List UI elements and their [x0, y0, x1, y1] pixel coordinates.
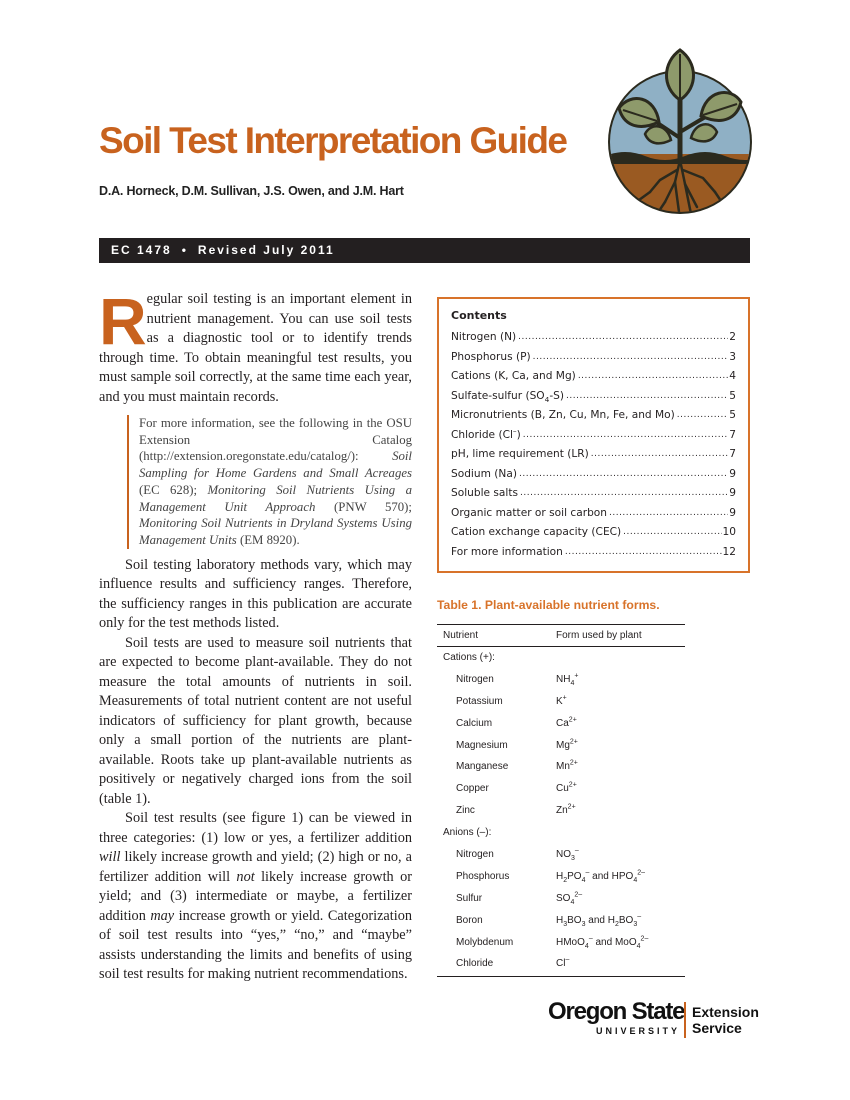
- cations-group-row: [437, 647, 685, 669]
- formula-part: Cu: [556, 783, 569, 795]
- contents-item-label-part: ): [516, 428, 521, 441]
- contents-item: [451, 387, 736, 407]
- formula-part: BO: [618, 914, 634, 926]
- table-bottom-rule: [437, 976, 685, 977]
- note-text: (EM 8920).: [236, 532, 300, 547]
- formula-part: PO: [567, 870, 582, 882]
- anions-group-row: [437, 822, 685, 844]
- contents-item-label: Organic matter or soil carbon: [451, 506, 607, 519]
- superscript: –: [637, 913, 642, 921]
- table-row: [437, 888, 685, 910]
- nutrient-name: Sulfur: [456, 892, 483, 904]
- emphasis-text: will: [99, 849, 121, 866]
- superscript: 2+: [569, 760, 578, 768]
- dot-leader: [675, 406, 728, 426]
- nutrient-name: Magnesium: [456, 739, 508, 751]
- subscript: 3: [581, 920, 586, 928]
- formula-part: and H: [585, 914, 615, 926]
- subscript: 4: [633, 876, 638, 884]
- formula-part: Cl: [556, 958, 566, 970]
- extension-service-label: [692, 1004, 759, 1036]
- nutrient-name: Copper: [456, 783, 489, 795]
- contents-item: [451, 426, 736, 446]
- nutrient-name: Phosphorus: [456, 870, 510, 882]
- plant-form: [556, 669, 685, 691]
- cation-rows: [437, 669, 685, 822]
- formula-part: and HPO: [589, 870, 634, 882]
- osu-extension-logo: [548, 998, 759, 1042]
- intro-paragraph: [99, 284, 412, 407]
- dot-leader: [521, 426, 728, 446]
- plant-with-roots-icon: [605, 42, 755, 220]
- contents-item-page: 4: [729, 370, 736, 382]
- contents-item-label-part: -S): [549, 389, 565, 402]
- subscript: 3: [633, 920, 638, 928]
- contents-item: [451, 465, 736, 485]
- column-header-nutrient: Nutrient: [443, 630, 479, 641]
- contents-item-label: Cations (K, Ca, and Mg): [451, 370, 576, 382]
- contents-item: [451, 406, 736, 426]
- superscript: 2+: [568, 716, 577, 724]
- soil-tests-paragraph: Soil tests are used to measure soil nutrients that are expected to become plant-available. They do not measure the total amounts of nutrients in soil. Measurements of total nutrient content are not useful indicators of sufficiency for plant growth, because only a small portion of the nutrients are plant-available. Roots take up plant-available nutrients as positively or negatively charged ions from the soil (table 1).: [99, 634, 412, 807]
- brand-university: UNIVERSITY: [596, 1026, 681, 1036]
- table-row: [437, 778, 685, 800]
- dot-leader: [563, 543, 722, 563]
- formula-part: HMoO: [556, 936, 585, 948]
- nutrient-name: Chloride: [456, 958, 494, 970]
- contents-item: [451, 348, 736, 368]
- subscript: 4: [570, 679, 575, 687]
- superscript: –: [588, 935, 593, 943]
- revision-date: Revised July 2011: [197, 243, 335, 257]
- plant-form: [556, 844, 685, 866]
- formula-part: Zn: [556, 805, 568, 817]
- note-citation: Monitoring Soil Nutrients Using a Management Unit Approach: [139, 482, 412, 514]
- nutrient-name: Nitrogen: [456, 849, 494, 861]
- table-row: [437, 932, 685, 954]
- plant-form: [556, 800, 685, 822]
- contents-item-label: Phosphorus (P): [451, 350, 531, 363]
- contents-item-label-part: Chloride (Cl: [451, 428, 513, 441]
- subscript: 4: [636, 942, 641, 950]
- nutrient-name: Boron: [456, 914, 483, 926]
- nutrient-forms-table: [437, 624, 685, 977]
- subscript: 4: [544, 394, 550, 404]
- dot-leader: [516, 328, 728, 348]
- contents-heading: Contents: [451, 309, 507, 322]
- plant-form: [556, 756, 685, 778]
- service-line: Service: [692, 1020, 742, 1036]
- publication-id: EC 1478: [111, 243, 172, 257]
- dot-leader: [589, 445, 728, 465]
- more-info-note: [127, 415, 412, 549]
- intro-text: egular soil testing is an important element in nutrient management. You can use soil tests as a diagnostic tool or to identify trends through time. To obtain meaningful test results, you must sample soil correctly, at the same time each year, and you must maintain records.: [99, 291, 412, 405]
- formula-part: NO: [556, 849, 571, 861]
- superscript: 2+: [567, 803, 576, 811]
- plant-form: [556, 735, 685, 757]
- superscript: –: [585, 869, 590, 877]
- dot-leader: [607, 504, 728, 524]
- nutrient-name: Molybdenum: [456, 936, 514, 948]
- contents-item-label: Soluble salts: [451, 487, 519, 499]
- table-row: [437, 735, 685, 757]
- contents-item: [451, 543, 736, 563]
- subscript: 2: [563, 876, 568, 884]
- subscript: 3: [571, 855, 575, 863]
- table-row: [437, 691, 685, 713]
- contents-item: [451, 445, 736, 465]
- contents-item-page: 3: [729, 350, 736, 363]
- dot-leader: [621, 523, 721, 543]
- superscript: 2+: [569, 738, 578, 746]
- formula-part: Ca: [556, 717, 569, 729]
- plant-form: [556, 713, 685, 735]
- contents-item: [451, 484, 736, 504]
- contents-item-page: 7: [729, 428, 736, 441]
- subscript: 2: [614, 920, 619, 928]
- nutrient-name: Nitrogen: [456, 673, 494, 685]
- drop-cap: R: [99, 284, 144, 358]
- contents-item: [451, 367, 736, 387]
- table-row: [437, 800, 685, 822]
- contents-item-page: 7: [729, 448, 736, 460]
- formula-part: K: [556, 695, 563, 707]
- dot-leader: [576, 367, 728, 387]
- paragraph-text: likely increase growth or yield; and (3) intermediate or maybe, a fertilizer addition: [99, 868, 412, 924]
- bullet-separator: •: [181, 243, 188, 257]
- plant-form: [556, 866, 685, 888]
- subscript: 4: [570, 898, 575, 906]
- group-label: Anions (–):: [443, 827, 492, 839]
- subscript: 4: [584, 942, 589, 950]
- note-text: For more information, see the following in the OSU Extension Catalog (http://extension.oregonstate.edu/catalog/):: [139, 416, 412, 464]
- document-title: Soil Test Interpretation Guide: [99, 120, 567, 161]
- paragraph-text: likely increase growth and yield; (2) high or no, a fertilizer addition will: [99, 849, 412, 885]
- plant-form: [556, 932, 685, 954]
- dot-leader: [564, 387, 728, 407]
- contents-item-label: [451, 426, 521, 446]
- note-citation: Monitoring Soil Nutrients in Dryland Systems Using Management Units: [139, 516, 412, 547]
- dot-leader: [518, 484, 728, 504]
- superscript: 2–: [574, 891, 583, 899]
- formula-part: NH: [556, 673, 571, 685]
- plant-form: [556, 778, 685, 800]
- results-paragraph: [99, 809, 412, 985]
- contents-item-page: 5: [729, 389, 736, 402]
- table-row: [437, 669, 685, 691]
- contents-box: [437, 297, 750, 573]
- logo-divider: [684, 1002, 686, 1038]
- plant-form: [556, 691, 685, 713]
- superscript: +: [574, 672, 579, 680]
- note-text: (PNW 570);: [315, 499, 412, 514]
- anion-rows: [437, 844, 685, 975]
- contents-list: [451, 328, 736, 562]
- table-row: [437, 756, 685, 778]
- formula-part: H: [556, 914, 564, 926]
- contents-item: [451, 523, 736, 543]
- superscript: –: [574, 847, 579, 855]
- column-header-form: Form used by plant: [556, 630, 642, 641]
- superscript: –: [512, 425, 517, 435]
- dot-leader: [531, 348, 729, 368]
- superscript: +: [562, 694, 567, 702]
- nutrient-name: Potassium: [456, 695, 503, 707]
- methods-paragraph: Soil testing laboratory methods vary, which may influence results and sufficiency ranges. Therefore, the sufficiency ranges in this publication are accurate only for the test methods listed.: [99, 556, 412, 632]
- plant-form: [556, 888, 685, 910]
- note-citation: Soil Sampling for Home Gardens and Small Acreages: [139, 449, 412, 481]
- table-row: [437, 866, 685, 888]
- emphasis-text: may: [150, 907, 175, 924]
- dot-leader: [517, 465, 728, 485]
- nutrient-name: Manganese: [456, 761, 509, 773]
- body-column: [99, 284, 413, 985]
- superscript: –: [565, 957, 570, 965]
- table-row: [437, 844, 685, 866]
- contents-item-page: 9: [729, 467, 736, 480]
- paragraph-text: Soil test results (see figure 1) can be viewed in three categories: (1) low or yes, a fertilizer addition: [99, 810, 412, 846]
- contents-item-label: For more information: [451, 545, 563, 558]
- formula-part: and MoO: [592, 936, 637, 948]
- contents-item-label: Cation exchange capacity (CEC): [451, 526, 622, 538]
- formula-part: BO: [567, 914, 582, 926]
- plant-form: [556, 953, 685, 975]
- contents-item-label: Nitrogen (N): [451, 331, 517, 343]
- plant-form: [556, 910, 685, 932]
- contents-item-page: 9: [729, 487, 736, 499]
- contents-item: [451, 328, 736, 348]
- contents-item-label: [451, 387, 564, 407]
- extension-line: Extension: [692, 1004, 759, 1020]
- formula-part: H: [556, 870, 564, 882]
- contents-item-page: 12: [722, 545, 736, 558]
- superscript: 2+: [568, 782, 577, 790]
- group-label: Cations (+):: [443, 652, 495, 663]
- emphasis-text: not: [236, 868, 255, 885]
- superscript: 2–: [640, 935, 649, 943]
- publication-bar: [99, 238, 750, 263]
- table-row: [437, 910, 685, 932]
- table-caption: Table 1. Plant-available nutrient forms.: [437, 598, 660, 612]
- note-text: (EC 628);: [139, 482, 208, 497]
- brand-name: Oregon State: [548, 998, 685, 1025]
- contents-item-label: pH, lime requirement (LR): [451, 448, 589, 460]
- subscript: 3: [563, 920, 568, 928]
- formula-part: Mg: [556, 739, 570, 751]
- nutrient-name: Calcium: [456, 717, 493, 729]
- contents-item: [451, 504, 736, 524]
- contents-item-label: Micronutrients (B, Zn, Cu, Mn, Fe, and Mo): [451, 409, 675, 421]
- nutrient-name: Zinc: [456, 805, 475, 817]
- contents-item-label: Sodium (Na): [451, 467, 517, 480]
- superscript: 2–: [637, 869, 646, 877]
- contents-item-page: 10: [722, 526, 736, 538]
- authors: D.A. Horneck, D.M. Sullivan, J.S. Owen, and J.M. Hart: [99, 184, 404, 198]
- formula-part: Mn: [556, 761, 570, 773]
- contents-item-page: 9: [729, 506, 736, 519]
- paragraph-text: increase growth or yield. Categorization of soil test results into “yes,” “no,” and “maybe” assists understanding the limits and benefits of using soil test results for making nutrient recommendations.: [99, 907, 413, 983]
- subscript: 4: [581, 876, 586, 884]
- contents-item-page: 2: [729, 331, 736, 343]
- table-row: [437, 953, 685, 975]
- contents-item-label-part: Sulfate-sulfur (SO: [451, 389, 545, 402]
- table-row: [437, 713, 685, 735]
- formula-part: SO: [556, 892, 571, 904]
- contents-item-page: 5: [729, 409, 736, 421]
- table-header-row: [437, 624, 685, 647]
